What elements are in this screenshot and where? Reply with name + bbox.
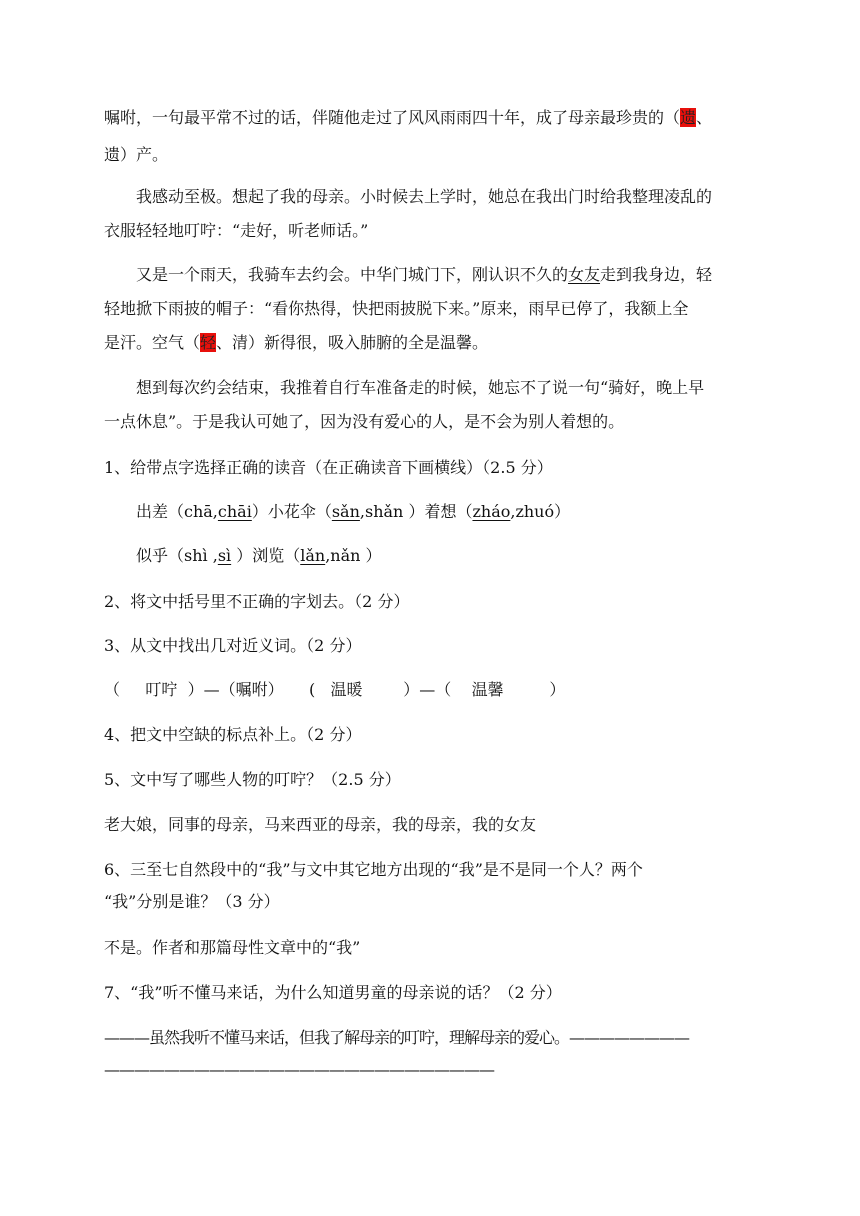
pinyin-text: ）小花伞（ — [251, 502, 332, 521]
pinyin-text: ,zhuó） — [510, 502, 571, 521]
pinyin-underlined: sǎn — [331, 502, 360, 521]
highlighted-char: 遗 — [680, 108, 697, 127]
pinyin-text: ,nǎn ） — [325, 546, 382, 565]
passage-line: 一点休息”。于是我认可她了，因为没有爱心的人，是不会为别人着想的。 — [104, 412, 625, 431]
passage-line — [104, 265, 760, 285]
pinyin-text: 出差（chā, — [136, 502, 218, 521]
question-6-title: 6、三至七自然段中的“我”与文中其它地方出现的“我”是不是同一个人？两个 — [104, 860, 643, 879]
passage-text: 走到我身边，轻 — [600, 265, 713, 284]
pinyin-underlined: zháo — [472, 502, 511, 521]
passage-text: 是汗。空气（ — [104, 333, 201, 352]
passage-text: 、清）新得很，吸入肺腑的全是温馨。 — [216, 333, 489, 352]
passage-line: 想到每次约会结束，我推着自行车准备走的时候，她忘不了说一句“骑好，晚上早 — [136, 378, 705, 397]
pinyin-underlined: sì — [217, 546, 232, 565]
question-3-answer: （ 叮咛 ）—（嘱咐） ( 温暖 ）—（ 温馨 ） — [104, 680, 566, 699]
passage-line — [104, 333, 760, 353]
question-7-title: 7、“我”听不懂马来话，为什么知道男童的母亲说的话？（2 分） — [104, 983, 562, 1002]
question-5-title: 5、文中写了哪些人物的叮咛？（2.5 分） — [104, 770, 401, 789]
pinyin-text: ,shǎn ）着想（ — [359, 502, 473, 521]
passage-line: 轻地掀下雨披的帽子：“看你热得，快把雨披脱下来。”原来，雨早已停了，我额上全 — [104, 299, 689, 318]
question-7-answer: —————————————————————————— — [104, 1060, 494, 1079]
passage-text: 嘱咐，一句最平常不过的话，伴随他走过了风风雨雨四十年，成了母亲最珍贵的（ — [104, 108, 681, 127]
question-3-title: 3、从文中找出几对近义词。（2 分） — [104, 636, 362, 655]
question-4-title: 4、把文中空缺的标点补上。（2 分） — [104, 725, 362, 744]
question-6-answer: 不是。作者和那篇母性文章中的“我” — [104, 938, 361, 957]
pinyin-underlined: chāi — [217, 502, 252, 521]
passage-line: 衣服轻轻地叮咛：“走好，听老师话。” — [104, 221, 369, 240]
question-5-answer: 老大娘，同事的母亲，马来西亚的母亲，我的母亲，我的女友 — [104, 815, 537, 834]
question-1-row-1 — [136, 502, 760, 522]
underlined-word: 女友 — [568, 265, 601, 284]
question-2-title: 2、将文中括号里不正确的字划去。（2 分） — [104, 592, 410, 611]
passage-text: 、 — [696, 108, 713, 127]
passage-text: 又是一个雨天，我骑车去约会。中华门城门下，刚认识不久的 — [136, 265, 569, 284]
pinyin-text: ）浏览（ — [231, 546, 301, 565]
passage-line: 遗）产。 — [104, 145, 169, 164]
passage-line: 我感动至极。想起了我的母亲。小时候去上学时，她总在我出门时给我整理凌乱的 — [136, 187, 713, 206]
highlighted-char: 轻 — [200, 333, 217, 352]
pinyin-underlined: lǎn — [300, 546, 326, 565]
question-1-row-2 — [136, 546, 760, 566]
question-6-title: “我”分别是谁？（3 分） — [104, 892, 280, 911]
pinyin-text: 似乎（shì , — [136, 546, 218, 565]
passage-line — [104, 108, 760, 128]
question-1-title: 1、给带点字选择正确的读音（在正确读音下画横线）（2.5 分） — [104, 458, 553, 477]
question-7-answer: ———虽然我听不懂马来话，但我了解母亲的叮咛，理解母亲的爱心。———————— — [104, 1028, 690, 1047]
